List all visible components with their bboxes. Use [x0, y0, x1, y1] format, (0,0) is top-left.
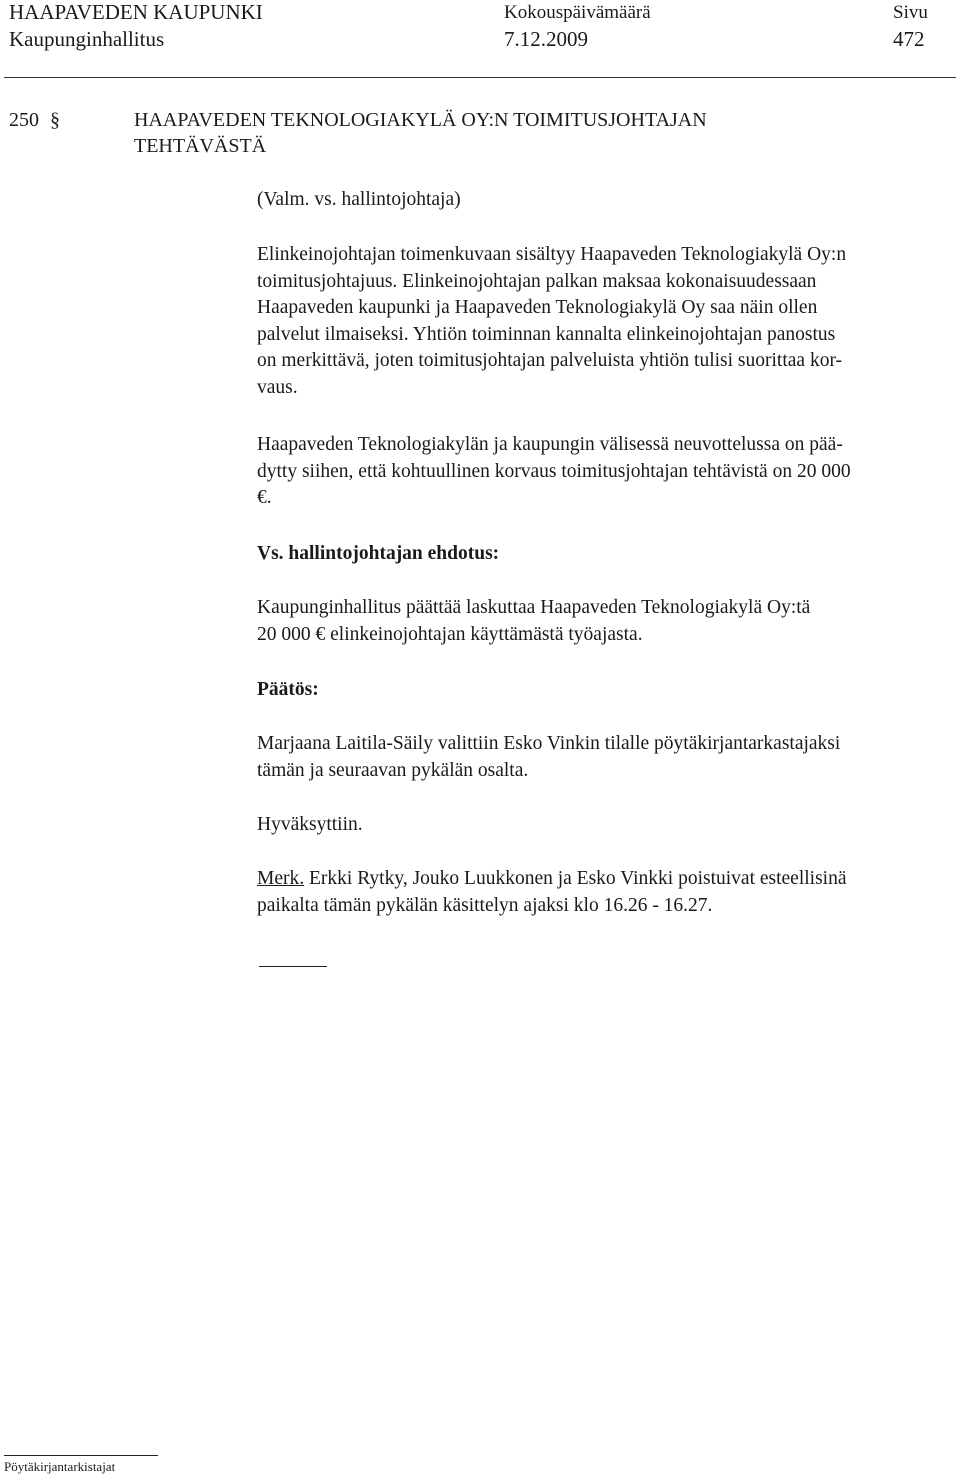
section-title-line2: TEHTÄVÄSTÄ	[134, 135, 267, 157]
paragraph-2	[257, 432, 957, 512]
proposal-heading: Vs. hallintojohtajan ehdotus:	[257, 543, 500, 564]
decision-line: Marjaana Laitila-Säily valittiin Esko Vinkin tilalle pöytäkirjantarkastajaksi	[257, 733, 841, 754]
note-label: Merk.	[257, 868, 305, 889]
section-number	[9, 107, 60, 133]
section-title-line1: HAAPAVEDEN TEKNOLOGIAKYLÄ OY:N TOIMITUSJOHTAJAN	[134, 109, 707, 131]
end-rule	[259, 966, 327, 967]
note-line1-rest: Erkki Rytky, Jouko Luukkonen ja Esko Vinkki poistuivat esteellisinä	[304, 868, 847, 889]
proposal-line: Kaupunginhallitus päättää laskuttaa Haapaveden Teknologiakylä Oy:tä	[257, 597, 811, 618]
paragraph-line: on merkittävä, joten toimitusjohtajan palveluista yhtiön tulisi suorittaa kor-	[257, 350, 843, 371]
preparer-note: (Valm. vs. hallintojohtaja)	[257, 189, 461, 210]
note-line: paikalta tämän pykälän käsittelyn ajaksi klo 16.26 - 16.27.	[257, 894, 713, 916]
proposal-line: 20 000 € elinkeinojohtajan käyttämästä työajasta.	[257, 623, 643, 645]
section-symbol: §	[50, 109, 60, 131]
header-page-number: 472	[893, 27, 925, 51]
paragraph-line: dytty siihen, että kohtuullinen korvaus toimitusjohtajan tehtävistä on 20 000	[257, 460, 851, 482]
header-rule	[4, 77, 956, 78]
decision-line: tämän ja seuraavan pykälän osalta.	[257, 759, 529, 781]
note-text	[257, 866, 957, 919]
header-date: 7.12.2009	[504, 27, 588, 51]
paragraph-line: Haapaveden Teknologiakylän ja kaupungin välisessä neuvottelussa on pää-	[257, 434, 843, 455]
paragraph-1	[257, 242, 957, 401]
header-page-label: Sivu	[893, 2, 928, 23]
section-number-value: 250	[9, 109, 39, 131]
paragraph-line: toimitusjohtajuus. Elinkeinojohtajan palkan maksaa kokonaisuudessaan	[257, 270, 817, 292]
footer-rule	[4, 1455, 158, 1456]
decision-heading: Päätös:	[257, 679, 319, 700]
header-body: Kaupunginhallitus	[9, 27, 165, 51]
paragraph-line: Haapaveden kaupunki ja Haapaveden Teknologiakylä Oy saa näin ollen	[257, 297, 818, 318]
header-date-label: Kokouspäivämäärä	[504, 2, 651, 23]
paragraph-line: vaus.	[257, 376, 298, 398]
proposal-text	[257, 595, 957, 648]
approved-text: Hyväksyttiin.	[257, 814, 363, 835]
decision-text	[257, 731, 957, 784]
note-line	[257, 866, 957, 893]
paragraph-line: palvelut ilmaiseksi. Yhtiön toiminnan kannalta elinkeinojohtajan panostus	[257, 323, 836, 345]
header-org: HAAPAVEDEN KAUPUNKI	[9, 0, 263, 24]
paragraph-line: Elinkeinojohtajan toimenkuvaan sisältyy Haapaveden Teknologiakylä Oy:n	[257, 244, 847, 265]
paragraph-line: €.	[257, 487, 272, 508]
footer-label: Pöytäkirjantarkistajat	[4, 1459, 116, 1474]
